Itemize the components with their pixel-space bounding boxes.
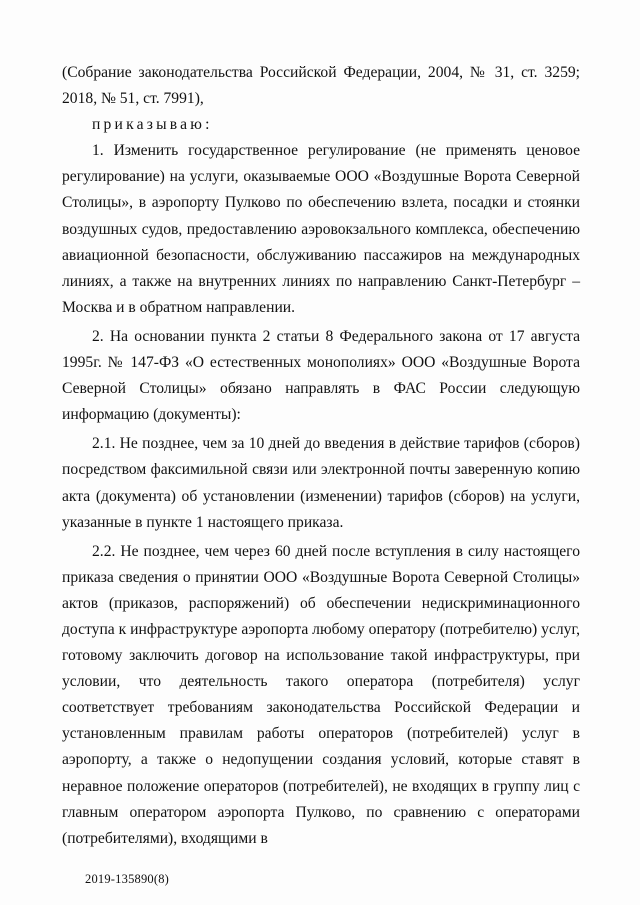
paragraph-2-2: 2.2. Не позднее, чем через 60 дней после вступления в силу настоящего приказа сведения о принятии ООО «Воздушные Ворота Северной Столицы» актов (приказов, распоряжений) об обеспечении недискриминационного доступа к инфраструктуре аэропорта любому оператору (потребителю) услуг, готовому заключить договор на использование такой инфраструктуры, при условии, что деятельность такого оператора (потребителя) услуг соответствует требованиям законодательства Российской Федерации и установленным правилам работы операторов (потребителей) услуг в аэропорту, а также о недопущении создания условий, которые ставят в неравное положение операторов (потребителей), не входящих в группу лиц с главным оператором аэропорта Пулково, по сравнению с операторами (потребителями), входящими в (62, 542, 580, 847)
footer-document-code: 2019-135890(8) (85, 872, 170, 886)
order-word: приказываю: (92, 116, 213, 134)
paragraph-2: 2. На основании пункта 2 статьи 8 Федерального закона от 17 августа 1995г. № 147-ФЗ «О естественных монополиях» ООО «Воздушные Ворота Северной Столицы» обязано направлять в ФАС России следующую информацию (документы): (62, 327, 580, 424)
paragraph-1: 1. Изменить государственное регулирование (не применять ценовое регулирование) на услуги, оказываемые ООО «Воздушные Ворота Северной Столицы», в аэропорту Пулково по обеспечению взлета, посадки и стоянки воздушных судов, предоставлению аэровокзального комплекса, обеспечению авиационной безопасности, обслуживанию пассажиров на международных линиях, а также на внутренних линиях по направлению Санкт-Петербург – Москва и в обратном направлении. (62, 142, 580, 316)
legislation-citation: (Собрание законодательства Российской Федерации, 2004, № 31, ст. 3259; 2018, № 51, ст. 7991), (62, 64, 580, 108)
paragraph-2-1: 2.1. Не позднее, чем за 10 дней до введения в действие тарифов (сборов) посредством факсимильной связи или электронной почты заверенную копию акта (документа) об установлении (изменении) тарифов (сборов) на услуги, указанные в пункте 1 настоящего приказа. (62, 435, 580, 531)
document-body (62, 60, 580, 852)
